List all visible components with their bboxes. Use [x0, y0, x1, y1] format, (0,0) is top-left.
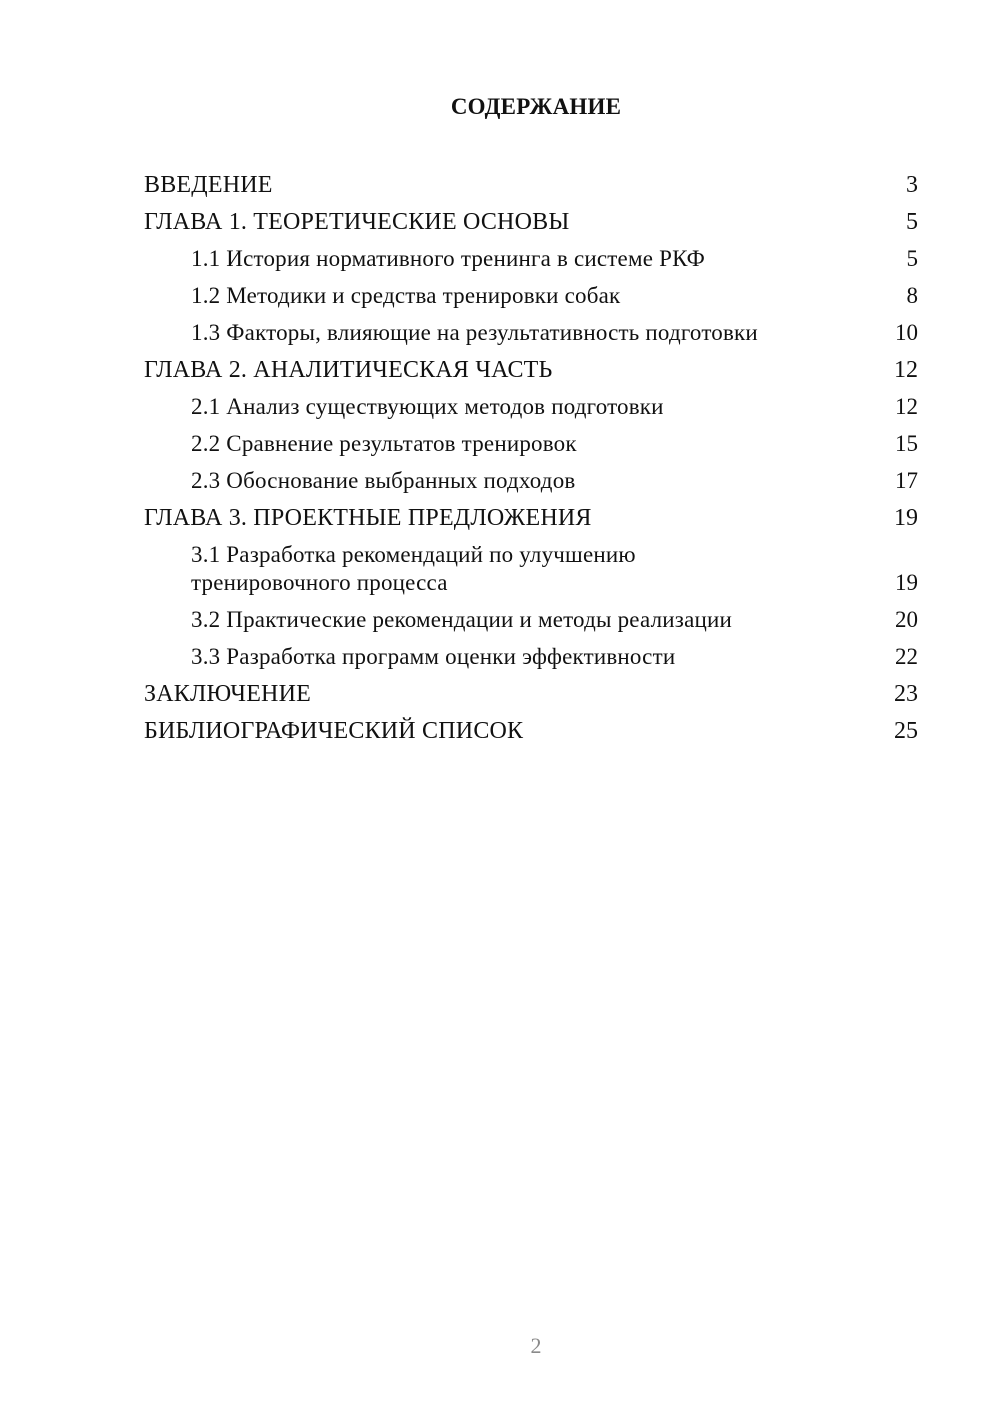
toc-entry-section-1-1[interactable]: [144, 239, 918, 276]
toc-entry-page: 19: [895, 570, 918, 595]
toc-entry-page: 10: [895, 320, 918, 345]
toc-entry-section-2-1[interactable]: [144, 387, 918, 424]
toc-entry-label: 2.3 Обоснование выбранных подходов: [191, 468, 576, 493]
toc-entry-page: 17: [895, 468, 918, 493]
toc-entry-section-2-3[interactable]: [144, 461, 918, 498]
toc-entry-page: 3: [906, 172, 918, 198]
toc-list: [144, 165, 918, 748]
toc-entry-section-3-1[interactable]: [144, 535, 918, 600]
toc-entry-chapter-3[interactable]: [144, 498, 918, 535]
toc-entry-label: 3.3 Разработка программ оценки эффективности: [191, 644, 676, 669]
toc-entry-page: 20: [895, 607, 918, 632]
toc-entry-section-1-2[interactable]: [144, 276, 918, 313]
toc-entry-section-3-2[interactable]: [144, 600, 918, 637]
toc-entry-section-3-3[interactable]: [144, 637, 918, 674]
toc-entry-label: ГЛАВА 3. ПРОЕКТНЫЕ ПРЕДЛОЖЕНИЯ: [144, 505, 592, 531]
toc-entry-page: 22: [895, 644, 918, 669]
toc-entry-label: 3.1 Разработка рекомендаций по улучшению тренировочного процесса: [191, 542, 636, 595]
toc-entry-section-1-3[interactable]: [144, 313, 918, 350]
toc-entry-section-2-2[interactable]: [144, 424, 918, 461]
toc-entry-label: ГЛАВА 1. ТЕОРЕТИЧЕСКИЕ ОСНОВЫ: [144, 209, 570, 235]
toc-entry-introduction[interactable]: [144, 165, 918, 202]
toc-entry-label: 3.2 Практические рекомендации и методы реализации: [191, 607, 733, 632]
toc-entry-page: 12: [895, 394, 918, 419]
toc-entry-page: 25: [894, 718, 918, 744]
toc-entry-label: ГЛАВА 2. АНАЛИТИЧЕСКАЯ ЧАСТЬ: [144, 357, 553, 383]
toc-entry-page: 5: [906, 209, 918, 235]
toc-entry-label: 1.3 Факторы, влияющие на результативность подготовки: [191, 320, 758, 345]
toc-entry-label: 2.2 Сравнение результатов тренировок: [191, 431, 577, 456]
toc-entry-chapter-1[interactable]: [144, 202, 918, 239]
toc-entry-bibliography[interactable]: [144, 711, 918, 748]
toc-title: СОДЕРЖАНИЕ: [450, 94, 622, 119]
toc-entry-label: 1.2 Методики и средства тренировки собак: [191, 283, 621, 308]
toc-entry-conclusion[interactable]: [144, 674, 918, 711]
toc-entry-page: 15: [895, 431, 918, 456]
toc-entry-page: 19: [894, 505, 918, 531]
toc-entry-label: ЗАКЛЮЧЕНИЕ: [144, 681, 311, 707]
page-number: 2: [530, 1333, 542, 1358]
toc-entry-page: 5: [906, 246, 918, 271]
toc-entry-page: 23: [894, 681, 918, 707]
toc-entry-page: 12: [894, 357, 918, 383]
toc-entry-label: 2.1 Анализ существующих методов подготовки: [191, 394, 664, 419]
toc-entry-page: 8: [906, 283, 918, 308]
toc-entry-label: БИБЛИОГРАФИЧЕСКИЙ СПИСОК: [144, 718, 524, 744]
toc-entry-chapter-2[interactable]: [144, 350, 918, 387]
toc-entry-label: ВВЕДЕНИЕ: [144, 172, 273, 198]
toc-entry-label: 1.1 История нормативного тренинга в системе РКФ: [191, 246, 705, 271]
